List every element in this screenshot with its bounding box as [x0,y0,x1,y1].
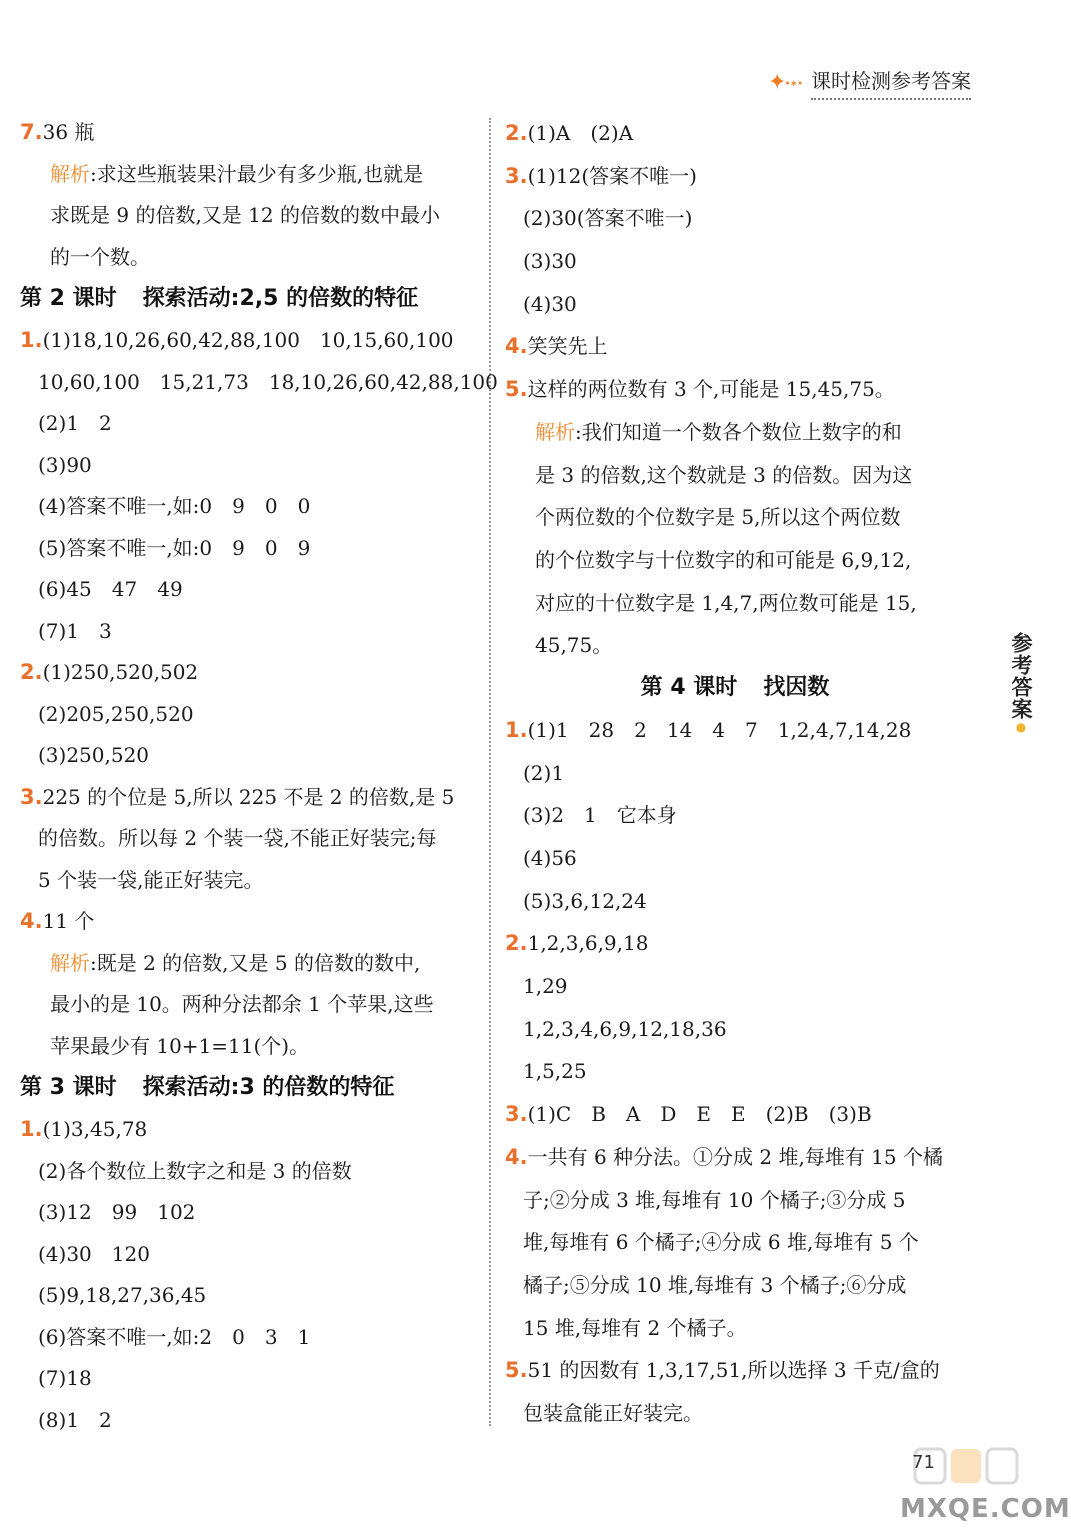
analysis-tag: 解析 [50,950,90,975]
answer-line: (4)30 [523,291,577,316]
analysis-7-line-3: 的一个数。 [50,244,150,269]
analysis-tag: 解析 [50,161,90,186]
answer-line: 15 堆,每堆有 2 个橘子。 [523,1315,747,1340]
analysis-7-line-1: 解析:求这些瓶装果汁最少有多少瓶,也就是 [50,161,424,186]
answer-line: (3)12 99 102 [38,1200,196,1224]
answer-line: (3)90 [38,452,92,477]
analysis-5-line: 是 3 的倍数,这个数就是 3 的倍数。因为这 [535,462,913,487]
page-number: 71 [912,1452,935,1473]
answer-line: (5)9,18,27,36,45 [38,1283,207,1307]
analysis-5-line: 45,75。 [535,633,613,658]
answer-line: 子;②分成 3 堆,每堆有 10 个橘子;③分成 5 [523,1187,906,1212]
header-title: 课时检测参考答案 [811,65,971,100]
analysis-4-line-2: 最小的是 10。两种分法都余 1 个苹果,这些 [50,992,434,1016]
answer-line: (2)205,250,520 [38,701,194,726]
answer-line: (4)56 [523,846,577,870]
analysis-4-line-3: 苹果最少有 10+1=11(个)。 [50,1033,310,1058]
dot-icon: ● [1014,720,1028,735]
answer-2: 2.1,2,3,6,9,18 [505,931,649,956]
answer-line: 1,5,25 [523,1059,587,1084]
right-column [505,112,965,1435]
answer-line: 10,60,100 15,21,73 18,10,26,60,42,88,100 [38,369,498,394]
watermark-text: MXQE.COM [900,1494,1071,1524]
answer-line: (2)30(答案不唯一) [523,206,693,231]
answer-3: 3.225 的个位是 5,所以 225 不是 2 的倍数,是 5 [20,784,455,809]
answer-4: 4.11 个 [20,909,95,933]
answer-line: (6)答案不唯一,如:2 0 3 1 [38,1324,311,1349]
answer-1: 1.(1)3,45,78 [20,1117,148,1141]
section-heading-lesson-4: 第 4 课时 找因数 [640,674,830,700]
answer-2: 2.(1)250,520,502 [20,660,199,684]
answer-line: (2)各个数位上数字之和是 3 的倍数 [38,1158,352,1183]
section-heading-lesson-3: 第 3 课时 探索活动:3 的倍数的特征 [20,1075,395,1100]
answer-line: (7)1 3 [38,618,112,643]
answer-2: 2.(1)A (2)A [505,121,634,145]
answer-line: (3)30 [523,249,577,274]
answer-line: (3)250,520 [38,743,150,767]
answer-line: (7)18 [38,1366,92,1390]
answer-line: (8)1 2 [38,1407,112,1432]
star-decoration-icon: ✦• ✶ • [768,69,801,95]
analysis-5-line: 对应的十位数字是 1,4,7,两位数可能是 15, [535,590,917,615]
answer-line: 包装盒能正好装完。 [523,1400,703,1425]
answer-line: (3)2 1 它本身 [523,803,677,828]
answer-7: 7.36 瓶 [20,120,95,144]
left-column [20,112,498,1441]
answer-line: (4)30 120 [38,1241,150,1266]
answer-line: (4)答案不唯一,如:0 9 0 0 [38,494,311,518]
side-tab-label: 参考答案● [1009,632,1033,735]
answer-3: 3.(1)12(答案不唯一) [505,163,697,188]
analysis-5-line-1: 解析:我们知道一个数各个数位上数字的和 [535,419,902,444]
column-divider [489,118,491,1426]
analysis-tag: 解析 [535,419,575,444]
answer-line: (5)答案不唯一,如:0 9 0 9 [38,535,311,560]
answer-4: 4.一共有 6 种分法。①分成 2 堆,每堆有 15 个橘 [505,1144,943,1169]
answer-1: 1.(1)1 28 2 14 4 7 1,2,4,7,14,28 [505,717,912,742]
answer-line: 5 个装一袋,能正好装完。 [38,867,264,892]
answer-line: 橘子;⑤分成 10 堆,每堆有 3 个橘子;⑥分成 [523,1272,907,1297]
answer-1: 1.(1)18,10,26,60,42,88,100 10,15,60,100 [20,328,454,352]
answer-line: (2)1 2 [38,411,112,435]
answer-line: (5)3,6,12,24 [523,888,647,913]
answer-line: 1,2,3,4,6,9,12,18,36 [523,1016,727,1041]
answer-line: (6)45 47 49 [38,577,183,601]
answer-3: 3.(1)C B A D E E (2)B (3)B [505,1102,872,1127]
answer-line: 的倍数。所以每 2 个装一袋,不能正好装完;每 [38,826,437,850]
answer-line: 1,29 [523,974,568,999]
section-heading-lesson-2: 第 2 课时 探索活动:2,5 的倍数的特征 [20,286,419,311]
analysis-7-line-2: 求既是 9 的倍数,又是 12 的倍数的数中最小 [50,203,440,227]
answer-5: 5.51 的因数有 1,3,17,51,所以选择 3 千克/盒的 [505,1358,940,1383]
answer-line: (2)1 [523,760,565,785]
analysis-5-line: 的个位数字与十位数字的和可能是 6,9,12, [535,547,912,572]
analysis-5-line: 个两位数的个位数字是 5,所以这个两位数 [535,505,901,530]
analysis-4-line-1: 解析:既是 2 的倍数,又是 5 的倍数的数中, [50,950,421,975]
answer-line: 堆,每堆有 6 个橘子;④分成 6 堆,每堆有 5 个 [523,1230,919,1255]
answer-5: 5.这样的两位数有 3 个,可能是 15,45,75。 [505,377,895,402]
answer-4: 4.笑笑先上 [505,334,608,359]
page-header [768,62,971,102]
